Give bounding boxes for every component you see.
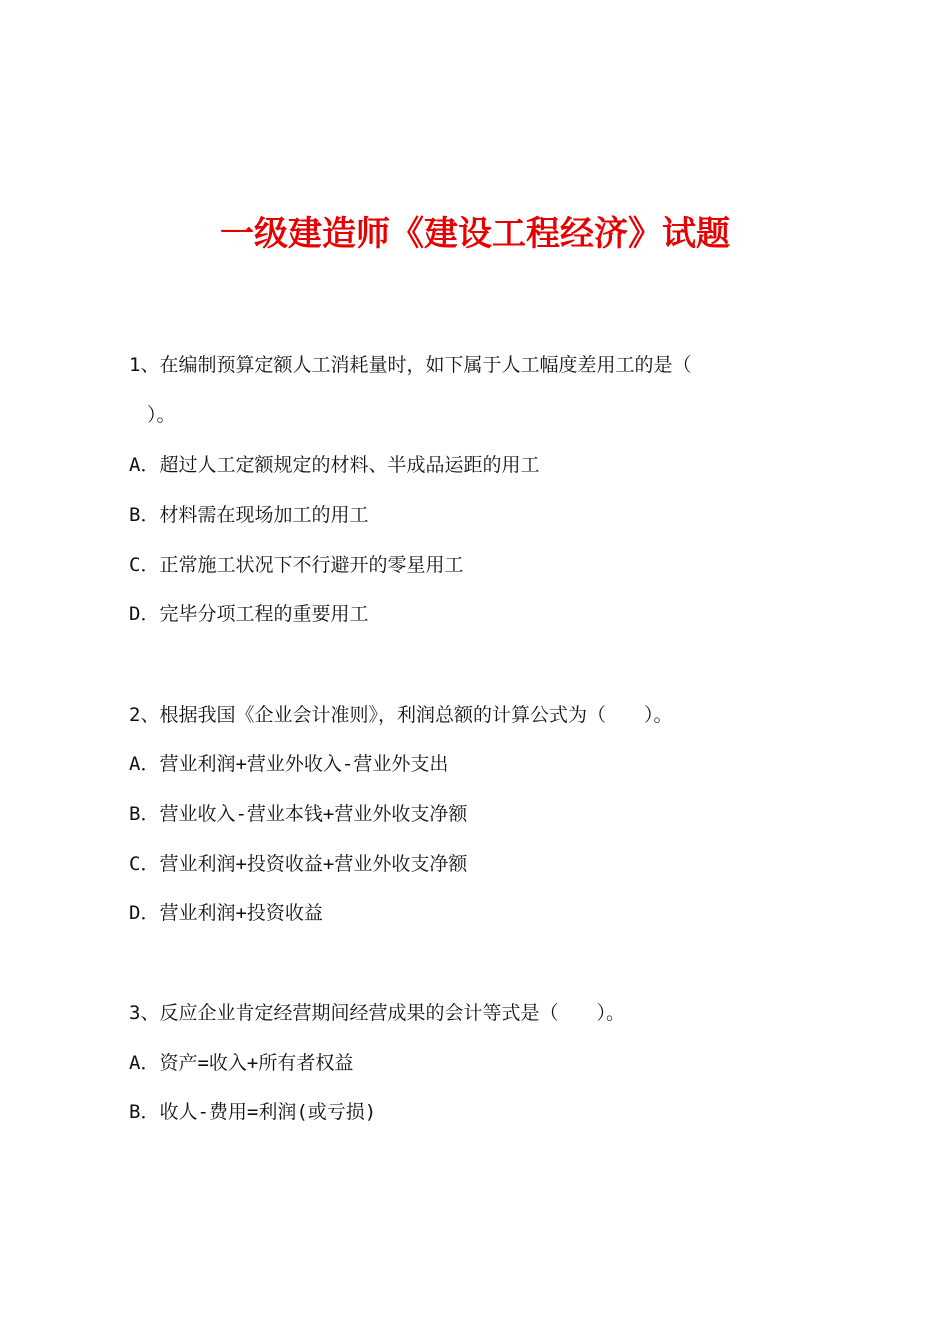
question-2-option-d: D．营业利润+投资收益 bbox=[129, 902, 323, 924]
question-1-option-a: A．超过人工定额规定的材料、半成品运距的用工 bbox=[129, 454, 540, 476]
question-2-stem: 2、根据我国《企业会计准则》，利润总额的计算公式为（ ）。 bbox=[129, 704, 673, 726]
question-3-stem: 3、反应企业肯定经营期间经营成果的会计等式是（ ）。 bbox=[129, 1002, 625, 1024]
question-2-option-b: B．营业收入-营业本钱+营业外收支净额 bbox=[129, 803, 468, 825]
question-1-option-c: C．正常施工状况下不行避开的零星用工 bbox=[129, 554, 464, 576]
document-title: 一级建造师《建设工程经济》试题 bbox=[220, 214, 730, 254]
question-2-option-a: A．营业利润+营业外收入-营业外支出 bbox=[129, 753, 449, 775]
question-2-option-c: C．营业利润+投资收益+营业外收支净额 bbox=[129, 853, 468, 875]
question-3-option-a: A．资产=收入+所有者权益 bbox=[129, 1052, 354, 1074]
question-1-option-d: D．完毕分项工程的重要用工 bbox=[129, 603, 369, 625]
question-1-option-b: B．材料需在现场加工的用工 bbox=[129, 504, 369, 526]
question-3-option-b: B．收人-费用=利润(或亏损) bbox=[129, 1101, 377, 1123]
question-1-stem: 1、在编制预算定额人工消耗量时，如下属于人工幅度差用工的是（ bbox=[129, 354, 692, 376]
question-1-stem-continued: ）。 bbox=[147, 404, 176, 426]
